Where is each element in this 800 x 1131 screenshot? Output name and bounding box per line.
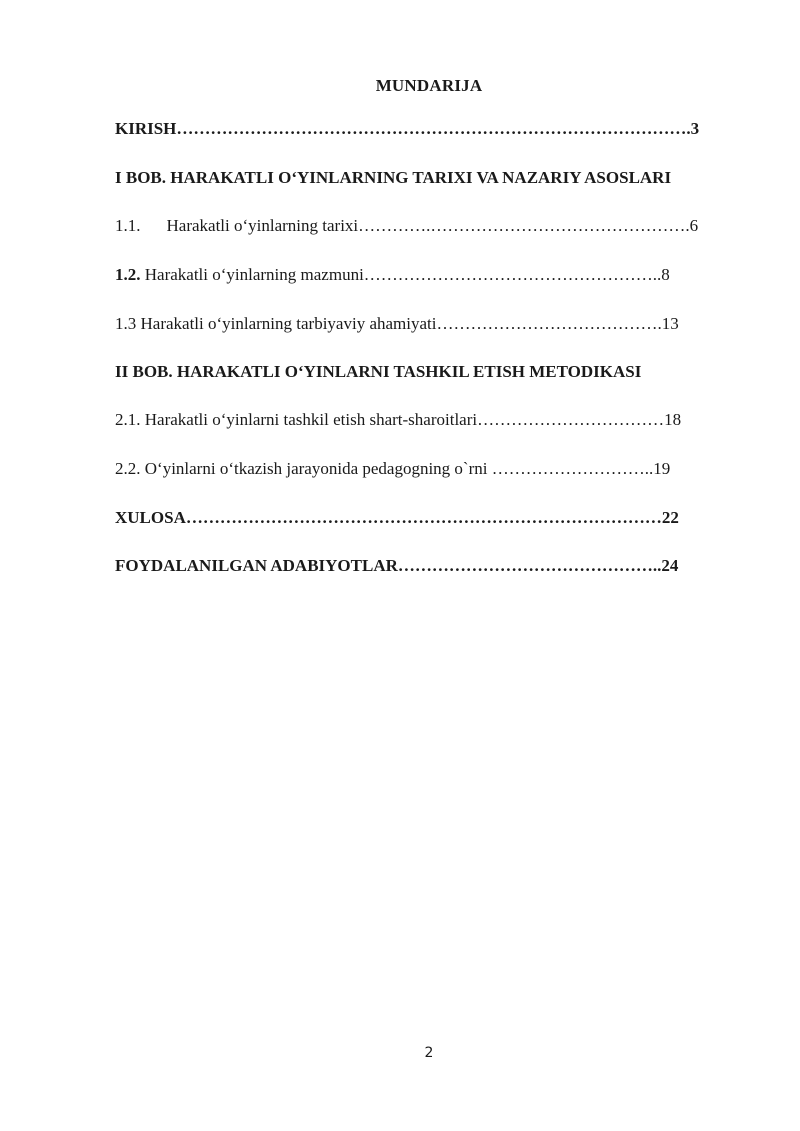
chapter-heading-2: II BOB. HARAKATLI O‘YINLARNI TASHKIL ETISH METODIKASI <box>115 362 642 381</box>
page-number: 2 <box>424 1045 434 1061</box>
toc-entry-2-2: 2.2. O‘yinlarni o‘tkazish jarayonida pedagogning o`rni ………………………..19 <box>115 459 671 478</box>
toc-entry-1-3: 1.3 Harakatli o‘yinlarning tarbiyaviy ahamiyati………………………………….13 <box>115 314 679 333</box>
toc-entry-1-1 <box>115 215 698 237</box>
chapter-heading-1: I BOB. HARAKATLI O‘YINLARNING TARIXI VA NAZARIY ASOSLARI <box>115 168 672 187</box>
toc-entry-text: Harakatli o‘yinlarning tarixi………….……………………………………….6 <box>166 216 699 235</box>
toc-entry-xulosa: XULOSA…………………………………………………………………………22 <box>115 508 679 527</box>
page-title: MUNDARIJA <box>375 76 483 95</box>
toc-entry-1-2 <box>115 264 670 286</box>
toc-entry-number: 1.1. <box>115 216 141 235</box>
toc-entry-text: Harakatli o‘yinlarning mazmuni……………………………………………..8 <box>140 265 670 284</box>
toc-entry-kirish: KIRISH……………………………………………………………………………….3 <box>115 119 700 138</box>
toc-entry-adabiyotlar: FOYDALANILGAN ADABIYOTLAR………………………………………..24 <box>115 556 679 575</box>
toc-entry-2-1: 2.1. Harakatli o‘yinlarni tashkil etish shart-sharoitlari……………………………18 <box>115 410 682 429</box>
toc-entry-number: 1.2. <box>115 265 141 284</box>
